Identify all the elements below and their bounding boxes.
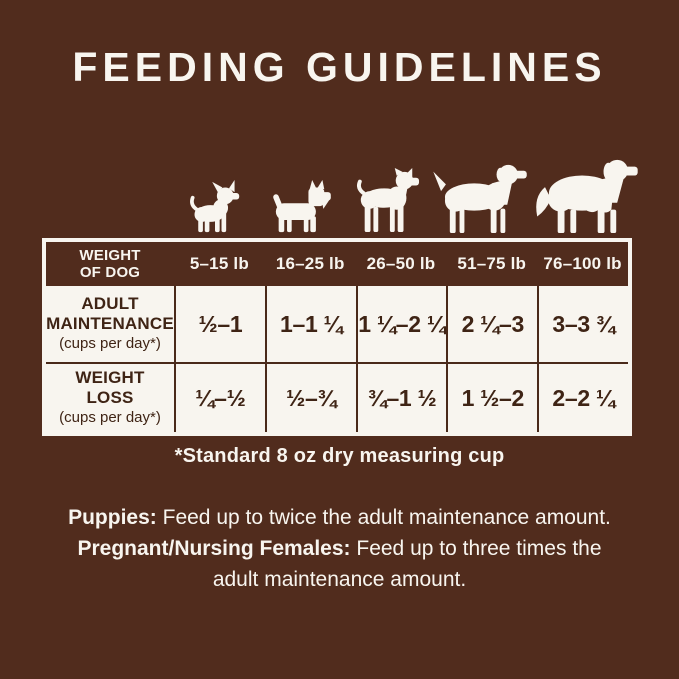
- dog-cell-lg: [430, 160, 530, 234]
- chihuahua-icon: [185, 180, 245, 234]
- feeding-table-header: [46, 242, 628, 286]
- column-header-weight-of-dog: WEIGHT OF DOG: [79, 246, 141, 281]
- feeding-value-cell: 1 ½–2: [446, 362, 537, 432]
- feeding-value-cell: ¾–1 ½: [356, 362, 447, 432]
- dog-cell-xs: [172, 180, 258, 234]
- column-header-51-75: 51–75 lb: [457, 254, 527, 273]
- column-header-26-50: 26–50 lb: [366, 254, 436, 273]
- feeding-table: [42, 238, 632, 436]
- dog-size-row: [172, 148, 640, 234]
- dog-cell-xl: [530, 154, 640, 234]
- feeding-value-cell: ¼–½: [174, 362, 265, 432]
- feeding-table-body: [46, 286, 628, 432]
- row-label-weight-loss: WEIGHT LOSS (cups per day*): [46, 362, 174, 432]
- pregnant-nursing-note-text: Feed up to three times the adult maintenance amount.: [212, 537, 602, 591]
- puppies-note: [68, 506, 611, 529]
- puppies-note-label: Puppies:: [68, 506, 157, 529]
- feeding-value-cell: ½–¾: [265, 362, 356, 432]
- feeding-value-cell: ½–1: [174, 286, 265, 362]
- table-row-adult-maintenance: [46, 286, 628, 362]
- feeding-notes: [59, 502, 621, 595]
- column-header-76-100: 76–100 lb: [543, 254, 622, 273]
- boxer-icon: [351, 168, 423, 234]
- puppies-note-text: Feed up to twice the adult maintenance amount.: [156, 506, 611, 529]
- measuring-cup-footnote: *Standard 8 oz dry measuring cup: [174, 445, 505, 467]
- column-header-5-15: 5–15 lb: [189, 254, 249, 273]
- feeding-value-cell: 1–1 ¼: [265, 286, 356, 362]
- table-row-weight-loss: [46, 362, 628, 432]
- dog-cell-md: [344, 168, 430, 234]
- feeding-value-cell: 1 ¼–2 ¼: [356, 286, 447, 362]
- dog-cell-sm: [258, 180, 344, 234]
- column-header-16-25: 16–25 lb: [275, 254, 345, 273]
- row-label-adult-maintenance: ADULT MAINTENANCE (cups per day*): [46, 294, 174, 353]
- terrier-icon: [268, 180, 334, 234]
- feeding-value-cell: 2–2 ¼: [537, 362, 628, 432]
- page-title: FEEDING GUIDELINES: [72, 44, 607, 90]
- pregnant-nursing-note: [77, 537, 601, 591]
- feeding-value-cell: 3–3 ¾: [537, 286, 628, 362]
- rottweiler-icon: [430, 160, 530, 234]
- feeding-value-cell: 2 ¼–3: [446, 286, 537, 362]
- pregnant-nursing-note-label: Pregnant/Nursing Females:: [77, 537, 351, 560]
- bernese-icon: [530, 154, 640, 234]
